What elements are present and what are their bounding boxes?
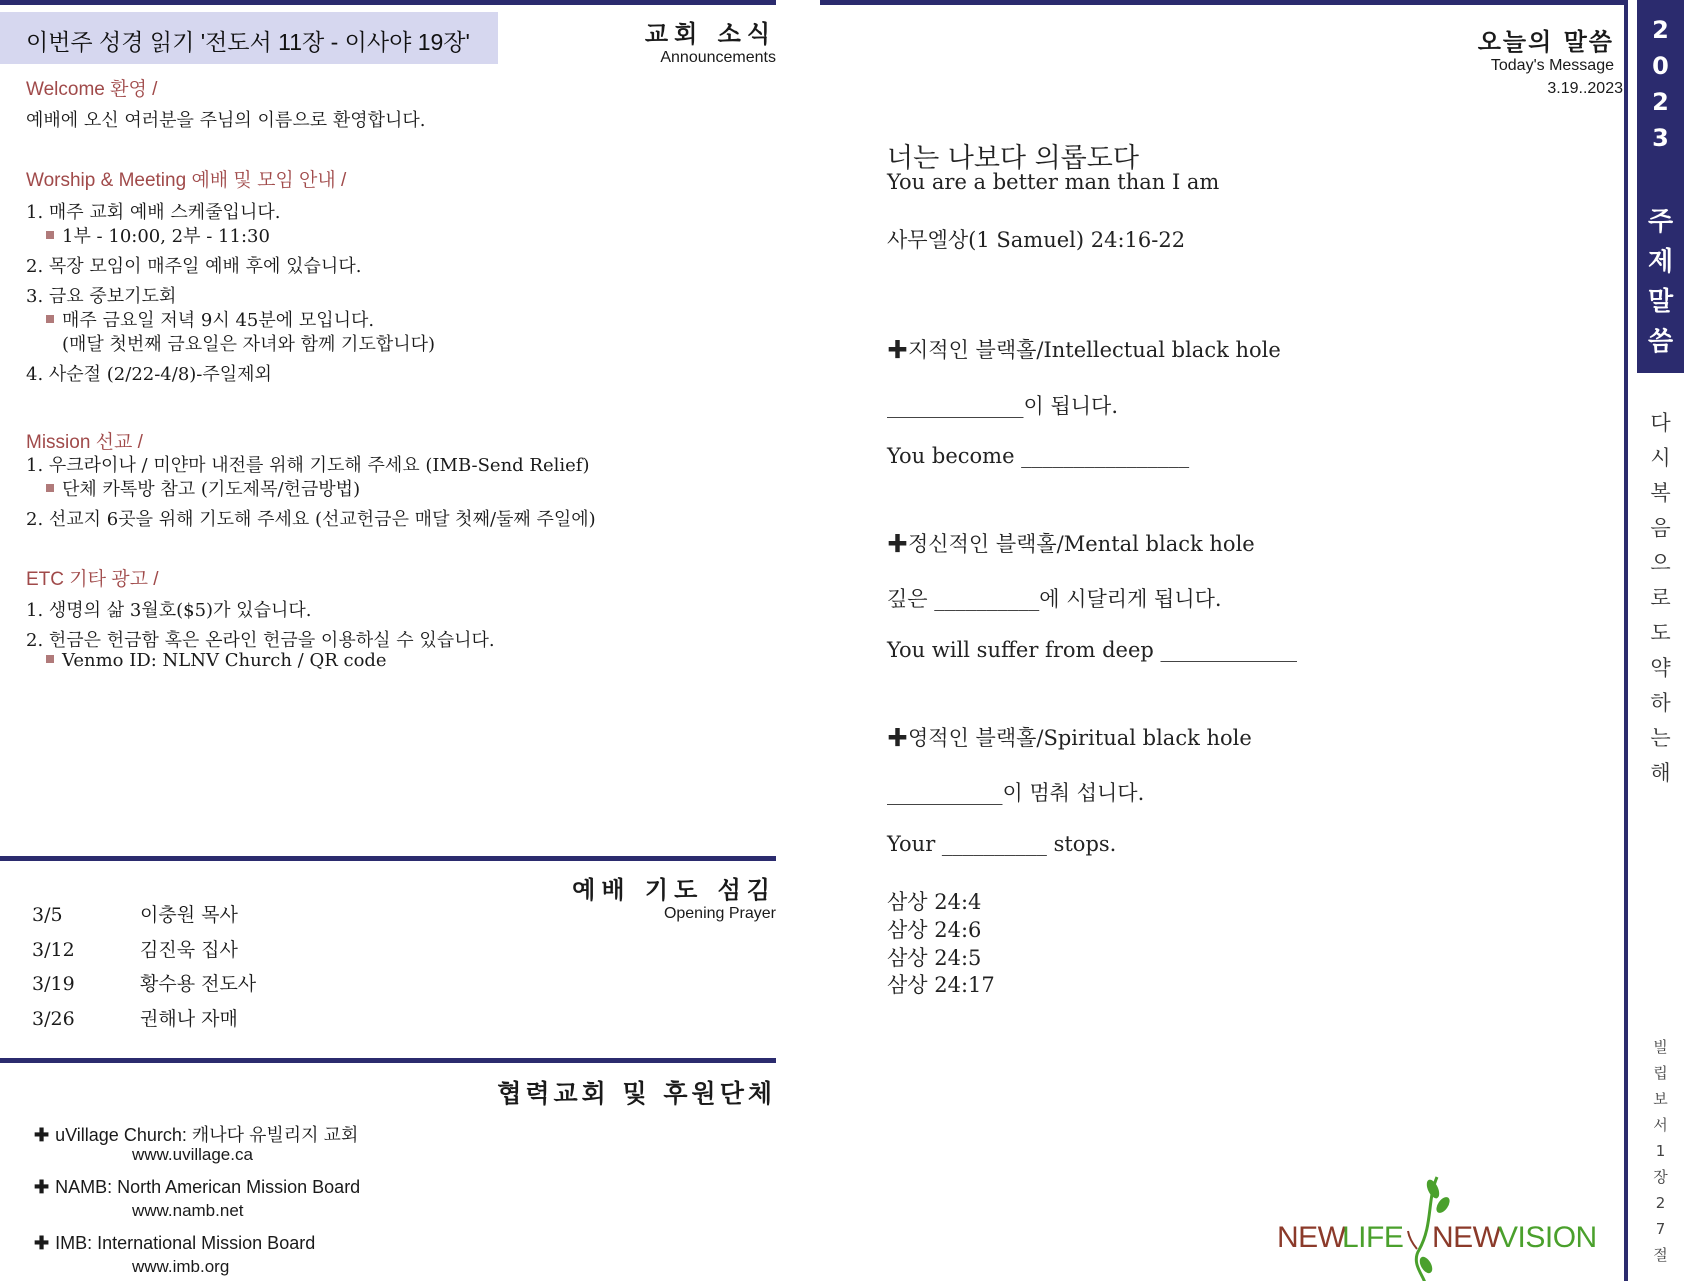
etc-heading: ETC 기타 광고 / xyxy=(26,569,159,590)
etc-item-1: 1. 생명의 삶 3월호($5)가 있습니다. xyxy=(26,600,312,621)
partner-url[interactable]: www.imb.org xyxy=(132,1257,230,1276)
sermon-title-ko: 너는 나보다 의롭도다 xyxy=(887,143,1139,174)
motto-vertical: 다 시 복 음 으 로 도 약 하 는 해 xyxy=(1650,411,1671,785)
prayer-title-ko: 예배 기도 섬김 xyxy=(572,876,776,904)
point-1-ko-blank: _____________이 됩니다. xyxy=(887,394,1118,418)
bullet-square-icon xyxy=(46,315,54,323)
cross-icon: ✚ xyxy=(34,1125,50,1145)
top-rule-right xyxy=(820,0,1625,5)
prayer-rule xyxy=(0,856,776,861)
bullet-square-icon xyxy=(46,655,54,663)
worship-item-1: 1. 매주 교회 예배 스케줄입니다. xyxy=(26,202,281,223)
partners-header xyxy=(497,1074,776,1110)
point-3-en-blank: Your __________ stops. xyxy=(887,832,1117,856)
sidebar-divider xyxy=(1624,0,1628,1281)
announcements-header xyxy=(645,14,776,67)
message-date: 3.19..2023 xyxy=(1547,80,1623,97)
partner-item: ✚ NAMB: North American Mission Board www.namb.net xyxy=(34,1177,361,1220)
year-vertical: 2 0 2 3 xyxy=(1652,16,1669,152)
weekly-reading-banner: 이번주 성경 읽기 '전도서 11장 - 이사야 19장' xyxy=(0,12,498,64)
sermon-title-en: You are a better man than I am xyxy=(887,170,1220,194)
partner-item: ✚ uVillage Church: 캐나다 유빌리지 교회 www.uvillage.ca xyxy=(34,1125,359,1164)
worship-item-2: 2. 목장 모임이 매주일 예배 후에 있습니다. xyxy=(26,256,362,277)
logo-new-1: NEW xyxy=(1277,1221,1346,1254)
etc-item-2-sub: Venmo ID: NLNV Church / QR code xyxy=(46,650,387,671)
verse-ref: 삼상 24:17 xyxy=(887,973,995,997)
point-1-heading: ✚지적인 블랙홀/Intellectual black hole xyxy=(887,338,1281,362)
worship-item-3-sub: 매주 금요일 저녁 9시 45분에 모입니다. xyxy=(46,306,374,332)
verse-ref: 삼상 24:4 xyxy=(887,890,982,914)
point-3-heading: ✚영적인 블랙홀/Spiritual black hole xyxy=(887,726,1252,750)
announcements-title-en: Announcements xyxy=(660,49,776,66)
theme-vertical: 주 제 말 씀 xyxy=(1647,207,1674,357)
worship-item-3: 3. 금요 중보기도회 xyxy=(26,286,177,307)
verse-ref: 삼상 24:6 xyxy=(887,918,982,942)
prayer-row: 3/12 김진욱 집사 xyxy=(32,939,238,961)
verse-ref: 삼상 24:5 xyxy=(887,946,982,970)
worship-item-1-sub: 1부 - 10:00, 2부 - 11:30 xyxy=(46,222,270,248)
logo-life: LIFE xyxy=(1342,1221,1404,1254)
bullet-square-icon xyxy=(46,231,54,239)
message-header xyxy=(1478,22,1614,75)
worship-heading: Worship & Meeting 예배 및 모임 안내 / xyxy=(26,170,347,191)
prayer-header xyxy=(572,870,776,923)
partner-url[interactable]: www.uvillage.ca xyxy=(132,1145,253,1164)
prayer-row: 3/19 황수용 전도사 xyxy=(32,973,257,995)
prayer-row: 3/26 권해나 자매 xyxy=(32,1008,238,1030)
logo-vision: VISION xyxy=(1498,1221,1597,1254)
partner-item: ✚ IMB: International Mission Board www.imb.org xyxy=(34,1233,316,1276)
message-title-en: Today's Message xyxy=(1490,57,1614,74)
top-rule-left xyxy=(0,0,776,5)
point-3-ko-blank: ___________이 멈춰 섭니다. xyxy=(887,781,1145,805)
partner-url[interactable]: www.namb.net xyxy=(132,1201,244,1220)
partners-title: 협력교회 및 후원단체 xyxy=(497,1079,776,1108)
announcements-title-ko: 교회 소식 xyxy=(644,20,776,48)
message-title-ko: 오늘의 말씀 xyxy=(1477,28,1614,56)
partners-rule xyxy=(0,1058,776,1063)
prayer-row: 3/5 이충원 목사 xyxy=(32,904,238,926)
mission-heading: Mission 선교 / xyxy=(26,432,143,453)
prayer-title-en: Opening Prayer xyxy=(663,905,776,922)
mission-item-2: 2. 선교지 6곳을 위해 기도해 주세요 (선교헌금은 매달 첫째/둘째 주일에) xyxy=(26,509,596,530)
mission-item-1-sub: 단체 카톡방 참고 (기도제목/헌금방법) xyxy=(46,475,360,501)
etc-item-2: 2. 헌금은 헌금함 혹은 온라인 헌금을 이용하실 수 있습니다. xyxy=(26,630,495,651)
welcome-text: 예배에 오신 여러분을 주님의 이름으로 환영합니다. xyxy=(26,110,426,131)
point-2-ko-blank: 깊은 __________에 시달리게 됩니다. xyxy=(887,587,1222,611)
verse-vertical: 빌 립 보 서 1 장 2 7 절 xyxy=(1653,1038,1668,1264)
mission-item-1: 1. 우크라이나 / 미얀마 내전를 위해 기도해 주세요 (IMB-Send Relief) xyxy=(26,455,590,476)
worship-item-3-sub2: (매달 첫번째 금요일은 자녀와 함께 기도합니다) xyxy=(62,334,436,355)
cross-icon: ✚ xyxy=(34,1233,50,1253)
cross-icon: ✚ xyxy=(34,1177,50,1197)
worship-item-4: 4. 사순절 (2/22-4/8)-주일제외 xyxy=(26,364,272,385)
point-2-en-blank: You will suffer from deep _____________ xyxy=(887,638,1298,662)
newlife-newvision-logo xyxy=(1277,1175,1607,1281)
logo-new-2: NEW xyxy=(1432,1221,1501,1254)
welcome-heading: Welcome 환영 / xyxy=(26,79,158,100)
bullet-square-icon xyxy=(46,484,54,492)
point-1-en-blank: You become ________________ xyxy=(887,444,1190,468)
scripture-reference: 사무엘상(1 Samuel) 24:16-22 xyxy=(887,228,1186,252)
point-2-heading: ✚정신적인 블랙홀/Mental black hole xyxy=(887,532,1255,556)
